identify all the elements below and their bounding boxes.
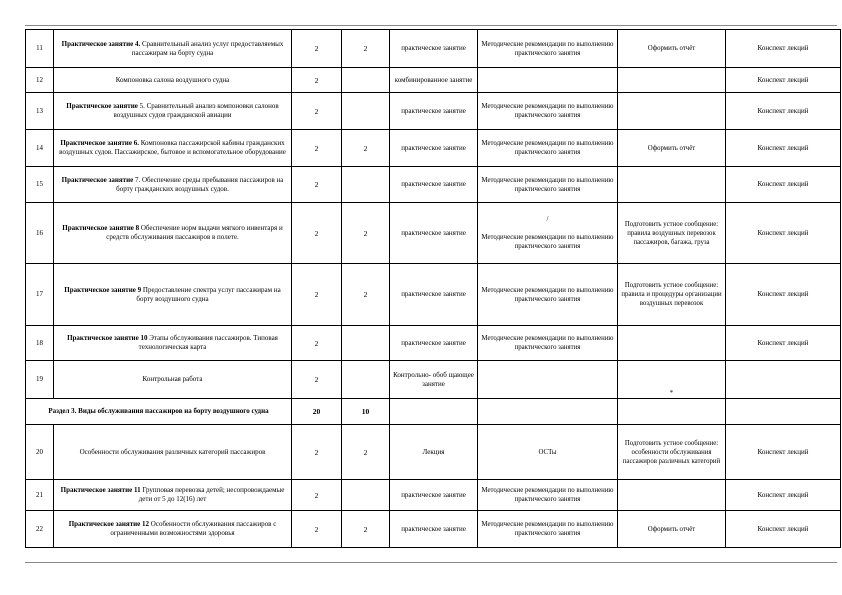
hours-total: 2 — [292, 68, 342, 93]
topic-cell — [54, 511, 292, 548]
methods-cell — [478, 203, 618, 264]
form-cell: Конспект лекций — [726, 130, 841, 167]
topic-cell — [54, 30, 292, 68]
topic-bold: Практическое занятие — [66, 102, 138, 110]
lesson-type: практическое занятие — [390, 326, 478, 361]
form-cell: Конспект лекций — [726, 203, 841, 264]
task-cell: Оформить отчёт — [618, 511, 726, 548]
hours-total: 2 — [292, 511, 342, 548]
table-row — [26, 68, 841, 93]
lesson-type: практическое занятие — [390, 203, 478, 264]
row-number: 16 — [26, 203, 54, 264]
topic-cell — [54, 361, 292, 399]
form-cell: Конспект лекций — [726, 264, 841, 326]
task-cell — [618, 167, 726, 203]
bottom-rule — [25, 562, 837, 563]
topic-text: 7. Обеспечение среды пребывания пассажиров на борту гражданских воздушных судов. — [116, 175, 284, 193]
course-plan-table — [25, 29, 841, 548]
row-number: 21 — [26, 480, 54, 511]
hours-practice: 2 — [342, 425, 390, 480]
hours-total: 2 — [292, 425, 342, 480]
topic-bold: Практическое занятие 10 — [67, 334, 148, 342]
topic-text: Особенности обслуживания пассажиров с ограниченными возможностями здоровья — [110, 520, 277, 537]
row-number: 11 — [26, 30, 54, 68]
task-cell — [618, 480, 726, 511]
table-row — [26, 203, 841, 264]
hours-practice: 2 — [342, 30, 390, 68]
topic-cell — [54, 68, 292, 93]
hours-total: 2 — [292, 130, 342, 167]
empty-cell — [726, 399, 841, 425]
task-cell — [618, 326, 726, 361]
topic-text: Предоставление спектра услуг пассажирам на борту воздушного судна — [136, 285, 281, 303]
table-row — [26, 326, 841, 361]
methods-cell: Методические рекомендации по выполнению практического занятия — [478, 30, 618, 68]
table-row — [26, 425, 841, 480]
task-cell — [618, 93, 726, 130]
section-title — [26, 399, 292, 425]
hours-practice: 2 — [342, 130, 390, 167]
methods-mark: / — [546, 216, 549, 223]
hours-total: 2 — [292, 93, 342, 130]
lesson-type: Контрольно- обоб щающее занятие — [390, 361, 478, 399]
form-cell: Конспект лекций — [726, 511, 841, 548]
task-asterisk: * — [669, 390, 674, 397]
topic-text: Компоновка пассажирской кабины гражданских воздушных судов. Пассажирское, бытовое и вспомогательное оборудование — [59, 139, 286, 156]
topic-cell — [54, 264, 292, 326]
hours-practice: 2 — [342, 264, 390, 326]
table-row — [26, 130, 841, 167]
form-cell: Конспект лекций — [726, 167, 841, 203]
row-number: 15 — [26, 167, 54, 203]
lesson-type: практическое занятие — [390, 167, 478, 203]
task-cell: Подготовить устное сообщение: правила воздушных перевозок пассажиров, багажа, груза — [618, 203, 726, 264]
methods-cell: Методические рекомендации по выполнению практического занятия — [478, 264, 618, 326]
row-number: 20 — [26, 425, 54, 480]
topic-text: Этапы обслуживания пассажиров. Типовая технологическая карта — [138, 334, 278, 351]
topic-text: Особенности обслуживания различных категорий пассажиров — [79, 447, 266, 456]
table-row — [26, 480, 841, 511]
form-cell: Конспект лекций — [726, 93, 841, 130]
hours-total: 2 — [292, 361, 342, 399]
empty-cell — [390, 399, 478, 425]
form-cell — [726, 361, 841, 399]
form-cell: Конспект лекций — [726, 480, 841, 511]
hours-practice — [342, 93, 390, 130]
topic-text: Контрольная работа — [142, 375, 203, 383]
hours-practice — [342, 167, 390, 203]
form-cell: Конспект лекций — [726, 30, 841, 68]
task-cell: Оформить отчёт — [618, 30, 726, 68]
table-row — [26, 167, 841, 203]
task-cell — [618, 68, 726, 93]
methods-cell: Методические рекомендации по выполнению практического занятия — [478, 326, 618, 361]
hours-practice: 2 — [342, 511, 390, 548]
form-cell: Конспект лекций — [726, 425, 841, 480]
hours-practice — [342, 480, 390, 511]
hours-total: 2 — [292, 480, 342, 511]
task-cell: Оформить отчёт — [618, 130, 726, 167]
topic-cell — [54, 167, 292, 203]
hours-practice — [342, 361, 390, 399]
topic-bold: Практическое занятие 4. — [61, 39, 141, 48]
topic-bold: Практическое занятие — [61, 175, 134, 184]
row-number: 14 — [26, 130, 54, 167]
row-number: 13 — [26, 93, 54, 130]
top-rule — [25, 25, 837, 26]
topic-bold: Практическое занятие 12 — [68, 520, 150, 528]
methods-cell: Методические рекомендации по выполнению практического занятия — [478, 93, 618, 130]
topic-cell — [54, 480, 292, 511]
methods-cell — [478, 361, 618, 399]
methods-cell — [478, 68, 618, 93]
lesson-type: практическое занятие — [390, 130, 478, 167]
row-number: 22 — [26, 511, 54, 548]
topic-text: Обеспечение норм выдачи мягкого инвентаря и средств обслуживания пассажиров в полете. — [106, 224, 283, 241]
hours-total: 2 — [292, 30, 342, 68]
lesson-type: комбинированное занятие — [390, 68, 478, 93]
table-row — [26, 93, 841, 130]
methods-cell: ОСТы — [478, 425, 618, 480]
methods-cell: Методические рекомендации по выполнению практического занятия — [478, 511, 618, 548]
topic-cell — [54, 130, 292, 167]
methods-cell: Методические рекомендации по выполнению практического занятия — [478, 130, 618, 167]
hours-practice — [342, 68, 390, 93]
hours-total: 2 — [292, 326, 342, 361]
section-row — [26, 399, 841, 425]
table-row — [26, 511, 841, 548]
form-cell: Конспект лекций — [726, 68, 841, 93]
topic-text: Групповая перевозка детей; несопровождаемые дети от 5 до 12(16) лет — [138, 486, 285, 503]
topic-text: 5. Сравнительный анализ компоновки салонов воздушных судов гражданской авиации — [113, 102, 279, 119]
row-number: 12 — [26, 68, 54, 93]
topic-cell — [54, 93, 292, 130]
task-cell — [618, 361, 726, 399]
form-cell: Конспект лекций — [726, 326, 841, 361]
empty-cell — [618, 399, 726, 425]
section-hours-total: 20 — [292, 399, 342, 425]
empty-cell — [478, 399, 618, 425]
row-number: 18 — [26, 326, 54, 361]
row-number: 17 — [26, 264, 54, 326]
section-label: Раздел — [48, 407, 70, 415]
methods-text: Методические рекомендации по выполнению практического занятия — [481, 234, 614, 250]
section-text: 3. Виды обслуживания пассажиров на борту воздушного судна — [69, 407, 269, 415]
hours-total: 2 — [292, 264, 342, 326]
table-row — [26, 30, 841, 68]
topic-text: Сравнительный анализ услуг предоставляемых пассажирам на борту судна — [131, 39, 284, 57]
table-row — [26, 264, 841, 326]
topic-bold: Практическое занятие 8 — [62, 224, 140, 232]
lesson-type: практическое занятие — [390, 480, 478, 511]
hours-total: 2 — [292, 167, 342, 203]
topic-bold: Практическое занятие 6. — [60, 139, 139, 147]
methods-cell: Методические рекомендации по выполнению практического занятия — [478, 167, 618, 203]
topic-text: Компоновка салона воздушного судна — [115, 75, 230, 84]
topic-cell — [54, 425, 292, 480]
topic-cell — [54, 203, 292, 264]
hours-practice: 2 — [342, 203, 390, 264]
row-number: 19 — [26, 361, 54, 399]
table-row — [26, 361, 841, 399]
topic-bold: Практическое занятие 11 — [60, 486, 141, 494]
task-cell: Подготовить устное сообщение: правила и процедуры организации воздушных перевозок — [618, 264, 726, 326]
methods-cell: Методические рекомендации по выполнению практического занятия — [478, 480, 618, 511]
lesson-type: Лекция — [390, 425, 478, 480]
hours-total: 2 — [292, 203, 342, 264]
section-hours-practice: 10 — [342, 399, 390, 425]
lesson-type: практическое занятие — [390, 264, 478, 326]
topic-cell — [54, 326, 292, 361]
hours-practice — [342, 326, 390, 361]
lesson-type: практическое занятие — [390, 30, 478, 68]
lesson-type: практическое занятие — [390, 93, 478, 130]
task-cell: Подготовить устное сообщение: особенности обслуживания пассажиров различных категорий — [618, 425, 726, 480]
lesson-type: практическое занятие — [390, 511, 478, 548]
topic-bold: Практическое занятие 9 — [64, 285, 142, 294]
